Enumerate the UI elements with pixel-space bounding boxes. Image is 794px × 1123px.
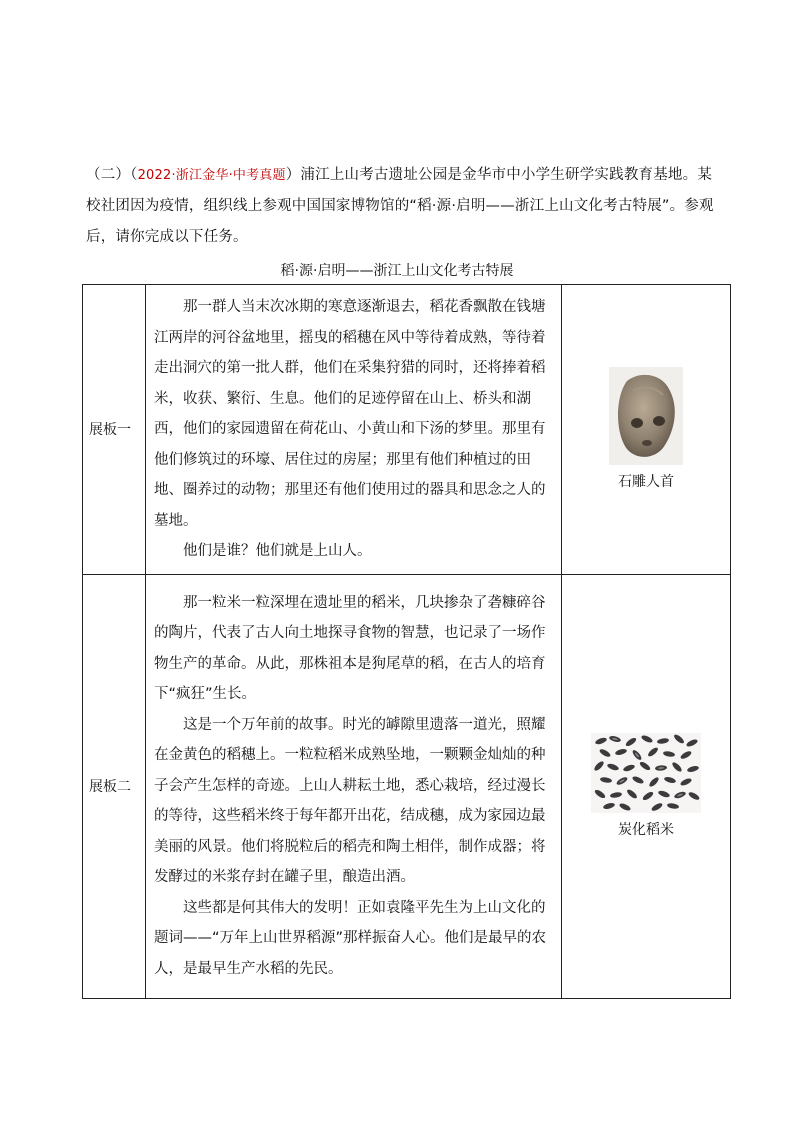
stone-head-icon <box>609 367 683 465</box>
panel-paragraph: 那一粒米一粒深埋在遗址里的稻米，几块掺杂了砻糠碎谷的陶片，代表了古人向土地探寻食物的智慧，也记录了一场作物生产的革命。从此，那株祖本是狗尾草的稻，在古人的培育下“疯狂”生长。 <box>154 594 546 703</box>
panel-paragraph: 他们是谁？他们就是上山人。 <box>183 543 372 559</box>
panel-image-cell <box>562 285 731 575</box>
panel-label: 展板一 <box>83 285 146 575</box>
image-caption: 炭化稻米 <box>618 822 674 838</box>
panel-paragraph: 这是一个万年前的故事。时光的罅隙里遗落一道光，照耀在金黄色的稻穗上。一粒粒稻米成熟坠地，一颗颗金灿灿的种子会产生怎样的奇迹。上山人耕耘土地，悉心栽培，经过漫长的等待，这些稻米终于每年都开出花，结成穗，成为家园边最美丽的风景。他们将脱粒后的稻壳和陶土相伴，制作成器；将发酵过的米浆存封在罐子里，酿造出酒。 <box>154 716 546 886</box>
intro-text: 浦江上山考古遗址公园是金华市中小学生研学实践教育基地。某校社团因为疫情，组织线上参观中国国家博物馆的“稻·源·启明——浙江上山文化考古特展”。参观后，请你完成以下任务。 <box>86 167 714 245</box>
carbonized-rice-icon <box>591 733 701 813</box>
panel-row-2 <box>83 574 731 998</box>
panel-text <box>146 574 562 998</box>
panel-image-cell <box>562 574 731 998</box>
intro-suffix: ） <box>285 167 301 183</box>
panel-paragraph: 这些都是何其伟大的发明！正如袁隆平先生为上山文化的题词——“万年上山世界稻源”那样振奋人心。他们是最早的农人，是最早生产水稻的先民。 <box>154 899 547 977</box>
image-caption: 石雕人首 <box>618 474 674 491</box>
question-source: 2022·浙江金华·中考真题 <box>137 168 286 183</box>
panel-label: 展板二 <box>83 574 146 998</box>
exhibition-title: 稻·源·启明——浙江上山文化考古特展 <box>280 263 514 279</box>
panel-row-1 <box>83 285 731 575</box>
intro-prefix: （二）（ <box>86 167 138 183</box>
exhibit-table <box>82 284 731 999</box>
panel-text <box>146 285 562 575</box>
question-intro <box>86 160 726 253</box>
panel-paragraph: 那一群人当末次冰期的寒意逐渐退去，稻花香飘散在钱塘江两岸的河谷盆地里，摇曳的稻穗在风中等待着成熟，等待着走出洞穴的第一批人群，他们在采集狩猎的同时，还将捧着稻米，收获、繁衍、生息。他们的足迹停留在山上、桥头和湖西，他们的家园遗留在荷花山、小黄山和下汤的梦里。那里有他们修筑过的环壕、居住过的房屋；那里有他们种植过的田地、圈养过的动物；那里还有他们使用过的器具和思念之人的墓地。 <box>154 299 546 529</box>
